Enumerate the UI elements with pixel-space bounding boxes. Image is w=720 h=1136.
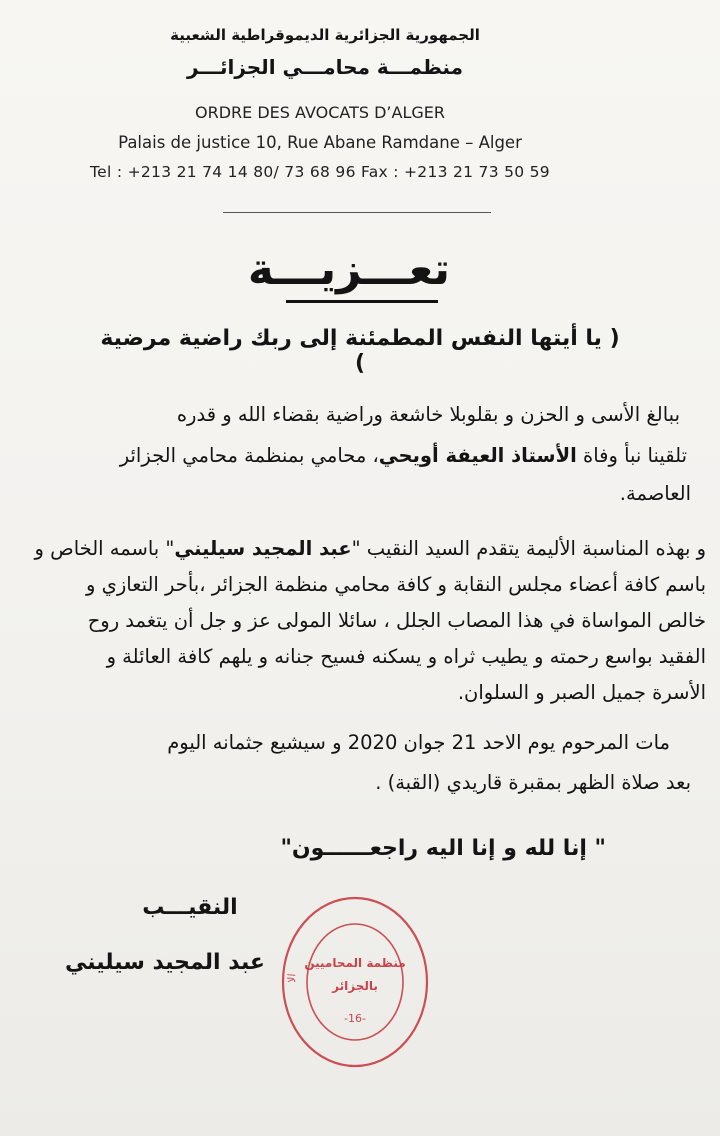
- paragraph-2-line-1: [12, 536, 706, 561]
- paragraph-1-line-2: [30, 443, 687, 468]
- stamp-line-2: بالجزائر: [332, 979, 378, 993]
- batonnier-name: عبد المجيد سيليني: [174, 537, 352, 560]
- deceased-name: الأستاذ العيفة أويحي: [378, 444, 577, 467]
- quran-verse: ( يا أيتها النفس المطمئنة إلى ربك راضية مرضية ): [100, 326, 620, 376]
- text-span: " باسمه الخاص و: [34, 537, 175, 560]
- paragraph-2-line-5: الأسرة جميل الصبر و السلوان.: [457, 681, 706, 704]
- republic-heading: الجمهورية الجزائرية الديموقراطية الشعبية: [170, 26, 480, 44]
- document-title: تعـــزيـــة: [247, 244, 450, 295]
- signature-name: عبد المجيد سيليني: [65, 950, 265, 975]
- header-divider: [223, 212, 491, 213]
- stamp-number: -16-: [344, 1012, 366, 1025]
- paragraph-3-line-1: مات المرحوم يوم الاحد 21 جوان 2020 و سيشيع جثمانه اليوم: [167, 731, 670, 754]
- organization-french: ORDRE DES AVOCATS D’ALGER: [195, 103, 445, 122]
- text-span: و بهذه المناسبة الأليمة يتقدم السيد النقيب ": [351, 537, 706, 560]
- paragraph-1-line-3: العاصمة.: [619, 482, 691, 505]
- contact-line: Tel : +213 21 74 14 80/ 73 68 96 Fax : +213 21 73 50 59: [90, 163, 550, 181]
- stamp-seal-icon: [280, 895, 430, 1070]
- paragraph-2-line-3: خالص المواساة في هذا المصاب الجلل ، سائلا المولى عز و جل أن يتغمد روح: [87, 609, 706, 632]
- address-line: Palais de justice 10, Rue Abane Ramdane – Alger: [118, 133, 522, 152]
- paragraph-2-line-4: الفقيد بواسع رحمته و يطيب ثراه و يسكنه فسيح جنانه و يلهم كافة العائلة و: [106, 645, 706, 668]
- stamp-line-1: منظمة المحاميين: [304, 956, 406, 970]
- paragraph-1-line-1: ببالغ الأسى و الحزن و بقلوبلا خاشعة وراضية بقضاء الله و قدره: [176, 403, 680, 426]
- closing-phrase: " إنا لله و إنا اليه راجعــــــون": [280, 836, 606, 861]
- title-underline: [286, 300, 438, 303]
- text-span: تلقينا نبأ وفاة: [576, 444, 687, 467]
- official-stamp: [280, 895, 430, 1070]
- stamp-ring-text: الا: [285, 973, 299, 983]
- paragraph-3-line-2: بعد صلاة الظهر بمقبرة قاريدي (القبة) .: [375, 771, 691, 794]
- text-span: ، محامي بمنظمة محامي الجزائر: [119, 444, 379, 467]
- paragraph-2-line-2: باسم كافة أعضاء مجلس النقابة و كافة محامي منظمة الجزائر ،بأحر التعازي و: [85, 573, 706, 596]
- organization-arabic: منظمـــة محامـــي الجزائـــر: [187, 55, 463, 79]
- signature-title: النقيـــب: [142, 895, 238, 920]
